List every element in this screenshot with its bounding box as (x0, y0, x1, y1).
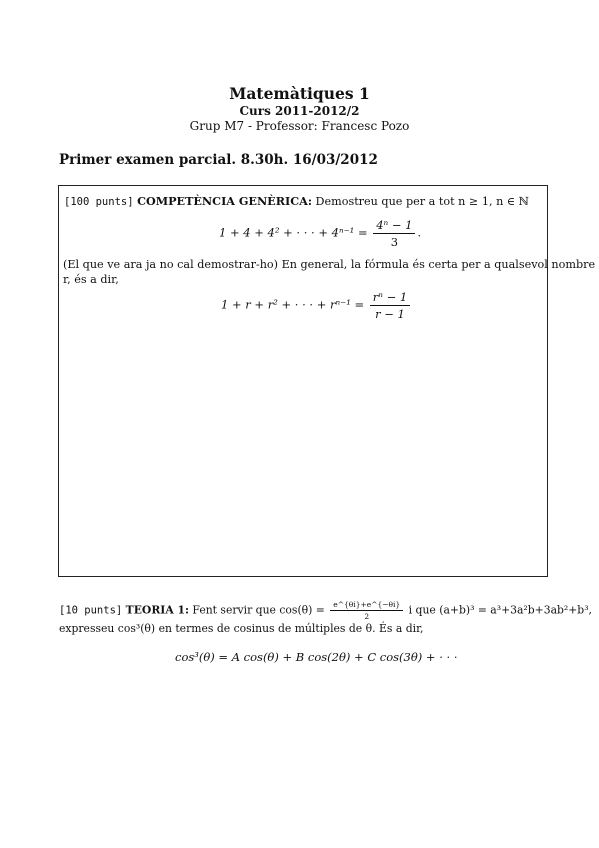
q2-euler-fraction (330, 600, 403, 621)
q2-statement-line-1 (59, 600, 592, 621)
q1-label: COMPETÈNCIA GENÈRICA: (137, 194, 312, 208)
q1-formula-2 (221, 290, 412, 321)
q2-points: [10 punts] (59, 604, 123, 617)
formula2-lhs: 1 + r + r² + · · · + rⁿ⁻¹ = (221, 297, 365, 312)
q2-formula: cos³(θ) = A cos(θ) + B cos(2θ) + C cos(3θ) + · · · (175, 650, 458, 664)
q2-fraction-denominator: 2 (364, 612, 370, 621)
q2-text-b: i que (a+b)³ = a³+3a²b+3ab²+b³, (408, 603, 592, 617)
formula1-period: . (417, 225, 422, 240)
formula1-numerator: 4ⁿ − 1 (373, 218, 415, 234)
q2-statement-line-2: expresseu cos³(θ) en termes de cosinus de múltiples de θ. És a dir, (59, 622, 424, 635)
formula1-fraction (373, 218, 415, 249)
q1-text: Demostreu que per a tot n ≥ 1, n ∈ ℕ (315, 195, 529, 208)
formula2-denominator: r − 1 (375, 307, 405, 321)
q1-statement (64, 194, 529, 208)
q1-points: [100 punts] (64, 196, 134, 208)
q2-label: TEORIA 1: (125, 603, 189, 617)
q1-note-line-1: (El que ve ara ja no cal demostrar-ho) En general, la fórmula és certa per a qualsevol nombre (63, 258, 596, 271)
course-label: Curs 2011-2012/2 (239, 104, 360, 118)
formula2-numerator: rⁿ − 1 (370, 290, 410, 306)
exam-title: Primer examen parcial. 8.30h. 16/03/2012 (59, 152, 378, 168)
group-professor-label: Grup M7 - Professor: Francesc Pozo (189, 119, 410, 133)
formula2-fraction (370, 290, 410, 321)
q2-fraction-numerator: e^{θi}+e^{−θi} (330, 600, 403, 611)
formula1-denominator: 3 (390, 235, 399, 249)
document-title: Matemàtiques 1 (229, 84, 370, 103)
q1-formula-1 (219, 218, 421, 249)
formula1-lhs: 1 + 4 + 4² + · · · + 4ⁿ⁻¹ = (219, 225, 368, 240)
q2-text-a: Fent servir que cos(θ) = (192, 603, 325, 617)
q1-note-line-2: r, és a dir, (63, 273, 119, 286)
answer-box-q1 (58, 185, 596, 577)
